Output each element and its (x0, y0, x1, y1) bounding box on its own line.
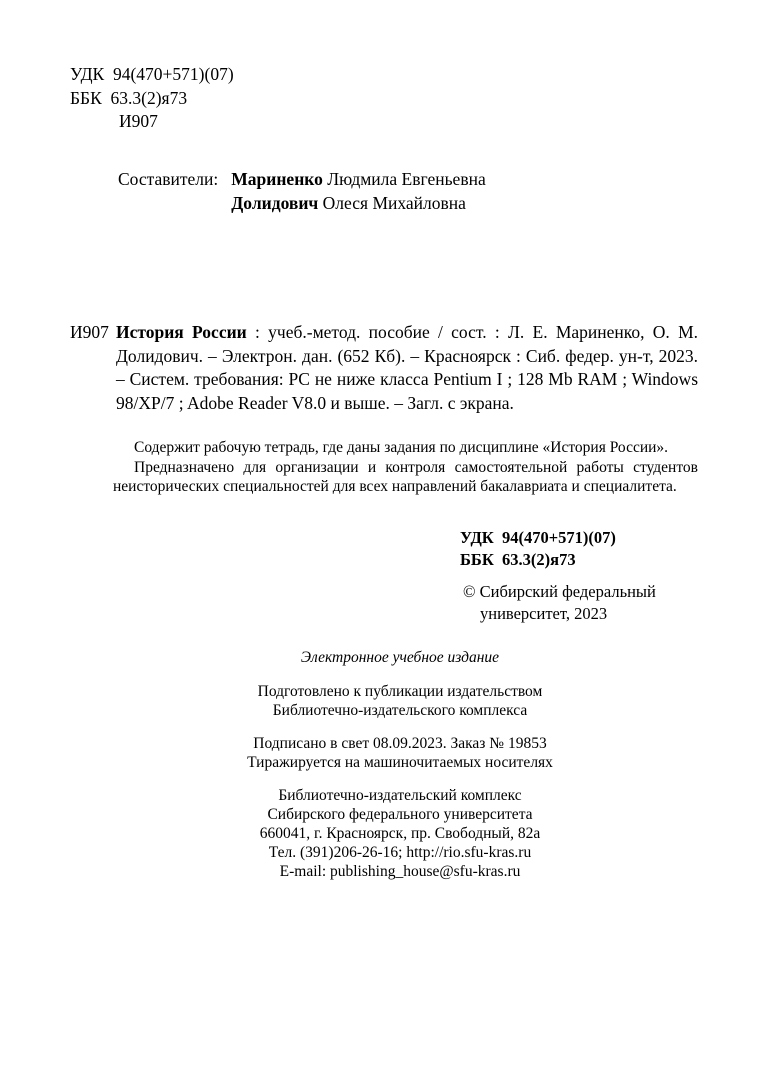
publisher-address-block (36, 786, 764, 881)
author-sign-top: И907 (119, 111, 158, 131)
annotation-paragraph-2: Предназначено для организации и контроля самостоятельной работы студентов неисторических специальностей для всех направлений бакалавриата и специалитета. (113, 458, 698, 495)
compilers-label: Составители: (118, 169, 219, 189)
publisher-phone-website: Тел. (391)206-26-16; http://rio.sfu-kras.ru (268, 844, 532, 861)
copyright-line-1: © Сибирский федеральный (463, 582, 656, 601)
print-info-block (36, 734, 764, 772)
udk-code-right: УДК 94(470+571)(07) (460, 528, 616, 547)
prepared-line-2: Библиотечно-издательского комплекса (272, 702, 528, 719)
copyright-notice (463, 581, 656, 624)
annotation-block (113, 438, 698, 497)
copyright-line-2: университет, 2023 (480, 603, 608, 623)
publisher-postal-address: 660041, г. Красноярск, пр. Свободный, 82а (259, 825, 541, 842)
biblio-text (70, 321, 698, 415)
compiler-given-name: Олеся Михайловна (318, 193, 466, 213)
compilers-block (118, 167, 486, 215)
biblio-author-sign: И907 (70, 322, 109, 342)
prepared-by-block (36, 682, 764, 720)
edition-type: Электронное учебное издание (300, 649, 500, 666)
replication-line: Тиражируется на машиночитаемых носителях (247, 754, 553, 771)
compiler-name (231, 167, 485, 191)
biblio-description: : учеб.-метод. пособие / сост. : Л. Е. Мариненко, О. М. Долидович. – Электрон. дан. (652 Кб). – Красноярск : Сиб. федер. ун-т, 2023. – Систем. требования: PC не ниже класса Pentium I ; 128 Mb RAM ; Windows 98/XP/7 ; Adobe Reader V8.0 и выше. – Загл. с экрана. (116, 322, 699, 413)
publisher-name-line: Библиотечно-издательский комплекс (278, 787, 522, 804)
signed-for-release-line: Подписано в свет 08.09.2023. Заказ № 19853 (253, 735, 547, 752)
classification-codes-right (460, 527, 616, 571)
annotation-paragraph-1: Содержит рабочую тетрадь, где даны задания по дисциплине «История России». (134, 439, 669, 456)
bbk-code-right: ББК 63.3(2)я73 (460, 550, 576, 569)
compilers-names (231, 167, 485, 215)
colophon (36, 648, 764, 895)
prepared-line-1: Подготовлено к публикации издательством (257, 683, 543, 700)
publisher-email: E-mail: publishing_house@sfu-kras.ru (279, 863, 521, 880)
compiler-given-name: Людмила Евгеньевна (322, 169, 486, 189)
compiler-surname: Долидович (231, 193, 319, 213)
compiler-surname: Мариненко (231, 169, 323, 189)
udk-code-top: УДК 94(470+571)(07) (70, 64, 234, 84)
bbk-code-top: ББК 63.3(2)я73 (70, 87, 188, 108)
classification-codes-top (70, 63, 234, 134)
biblio-title: История России (116, 322, 247, 342)
bibliographic-record (70, 321, 698, 415)
publisher-university-line: Сибирского федерального университета (267, 806, 533, 823)
compiler-name (231, 191, 485, 215)
